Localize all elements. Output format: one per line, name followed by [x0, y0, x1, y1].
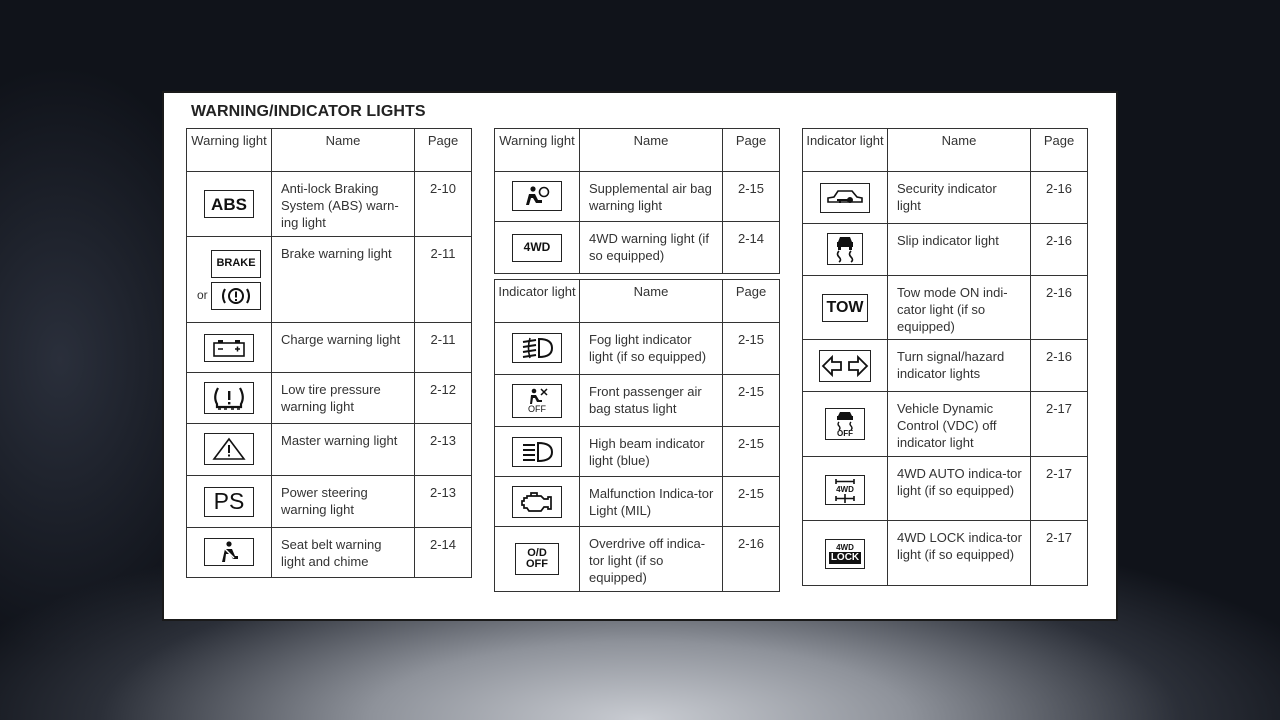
light-name: Security indicator light	[888, 172, 1031, 224]
light-name: Malfunction Indica-tor Light (MIL)	[580, 477, 723, 527]
light-name: 4WD AUTO indica-tor light (if so equipped)	[888, 457, 1031, 521]
table-row	[495, 427, 780, 477]
warning-lights-table-1	[186, 128, 472, 578]
col-header-warning-light: Warning light	[187, 129, 272, 172]
4wd-icon: 4WD	[512, 234, 562, 262]
table-row	[803, 521, 1088, 586]
4wd-auto-icon: 4WD	[825, 475, 865, 505]
page-number: 2-12	[415, 373, 472, 424]
indicator-lights-table-1	[494, 279, 780, 592]
light-name: Supplemental air bag warning light	[580, 172, 723, 222]
page-number: 2-14	[723, 222, 780, 274]
brake-icon: BRAKE	[211, 250, 261, 278]
table-row	[803, 224, 1088, 276]
page-number: 2-11	[415, 323, 472, 373]
vdc-off-icon: OFF	[825, 408, 865, 440]
seat-belt-icon	[204, 538, 254, 566]
col-header-name: Name	[580, 129, 723, 172]
col-header-warning-light: Warning light	[495, 129, 580, 172]
light-name: High beam indicator light (blue)	[580, 427, 723, 477]
page-number: 2-17	[1031, 457, 1088, 521]
turn-signal-icon	[819, 350, 871, 382]
page-number: 2-15	[723, 172, 780, 222]
parking-brake-icon	[211, 282, 261, 310]
light-name: Master warning light	[272, 424, 415, 476]
table-row	[495, 375, 780, 427]
page-number: 2-15	[723, 323, 780, 375]
page-number: 2-10	[415, 172, 472, 237]
abs-icon: ABS	[204, 190, 254, 218]
light-name: Vehicle Dynamic Control (VDC) off indicator light	[888, 392, 1031, 457]
airbag-icon	[512, 181, 562, 211]
table-row	[187, 528, 472, 578]
table-row	[803, 340, 1088, 392]
light-name: Seat belt warning light and chime	[272, 528, 415, 578]
col-header-page: Page	[723, 280, 780, 323]
page-number: 2-16	[723, 527, 780, 592]
security-car-key-icon	[820, 183, 870, 213]
light-name: Power steering warning light	[272, 476, 415, 528]
table-row	[495, 172, 780, 222]
4wd-lock-icon: 4WD LOCK	[825, 539, 865, 569]
page-number: 2-13	[415, 476, 472, 528]
light-name: Anti-lock Braking System (ABS) warn-ing light	[272, 172, 415, 237]
warning-lights-table-2	[494, 128, 780, 274]
table-row	[187, 172, 472, 237]
light-name: Front passenger air bag status light	[580, 375, 723, 427]
table-row	[803, 457, 1088, 521]
passenger-airbag-off-icon: OFF	[512, 384, 562, 418]
table-row	[803, 172, 1088, 224]
table-row	[495, 222, 780, 274]
page-number: 2-17	[1031, 392, 1088, 457]
light-name: Turn signal/hazard indicator lights	[888, 340, 1031, 392]
light-name: Slip indicator light	[888, 224, 1031, 276]
col-header-name: Name	[272, 129, 415, 172]
light-name: 4WD LOCK indica-tor light (if so equipped)	[888, 521, 1031, 586]
power-steering-icon: PS	[204, 487, 254, 517]
page-number: 2-15	[723, 375, 780, 427]
page-title: WARNING/INDICATOR LIGHTS	[191, 103, 426, 120]
or-label: or	[197, 288, 208, 302]
table-row	[495, 477, 780, 527]
page-number: 2-14	[415, 528, 472, 578]
page-number: 2-15	[723, 427, 780, 477]
light-name: 4WD warning light (if so equipped)	[580, 222, 723, 274]
table-row	[187, 323, 472, 373]
tire-pressure-icon	[204, 382, 254, 414]
fog-light-icon	[512, 333, 562, 363]
page-number: 2-16	[1031, 172, 1088, 224]
table-row	[495, 323, 780, 375]
slip-icon	[827, 233, 863, 265]
page-number: 2-16	[1031, 224, 1088, 276]
table-row	[803, 392, 1088, 457]
table-row	[187, 476, 472, 528]
tow-icon: TOW	[822, 294, 868, 322]
high-beam-icon	[512, 437, 562, 467]
light-name: Overdrive off indica-tor light (if so equipped)	[580, 527, 723, 592]
page-number: 2-13	[415, 424, 472, 476]
col-header-name: Name	[888, 129, 1031, 172]
page-number: 2-16	[1031, 276, 1088, 340]
light-name: Charge warning light	[272, 323, 415, 373]
page-number: 2-17	[1031, 521, 1088, 586]
table-row	[803, 276, 1088, 340]
light-name: Low tire pressure warning light	[272, 373, 415, 424]
page-number: 2-15	[723, 477, 780, 527]
light-name: Brake warning light	[272, 237, 415, 323]
warning-lights-panel	[162, 91, 1118, 621]
light-name: Tow mode ON indi-cator light (if so equipped)	[888, 276, 1031, 340]
table-row	[187, 424, 472, 476]
warning-triangle-icon	[204, 433, 254, 465]
col-header-page: Page	[1031, 129, 1088, 172]
table-row	[187, 373, 472, 424]
col-header-name: Name	[580, 280, 723, 323]
indicator-lights-table-2	[802, 128, 1088, 586]
col-header-indicator-light: Indicator light	[495, 280, 580, 323]
col-header-indicator-light: Indicator light	[803, 129, 888, 172]
col-header-page: Page	[415, 129, 472, 172]
table-row	[187, 237, 472, 323]
page-number: 2-11	[415, 237, 472, 323]
col-header-page: Page	[723, 129, 780, 172]
battery-icon	[204, 334, 254, 362]
table-row	[495, 527, 780, 592]
overdrive-off-icon: O/D OFF	[515, 543, 559, 575]
engine-icon	[512, 486, 562, 518]
page-number: 2-16	[1031, 340, 1088, 392]
light-name: Fog light indicator light (if so equipped)	[580, 323, 723, 375]
